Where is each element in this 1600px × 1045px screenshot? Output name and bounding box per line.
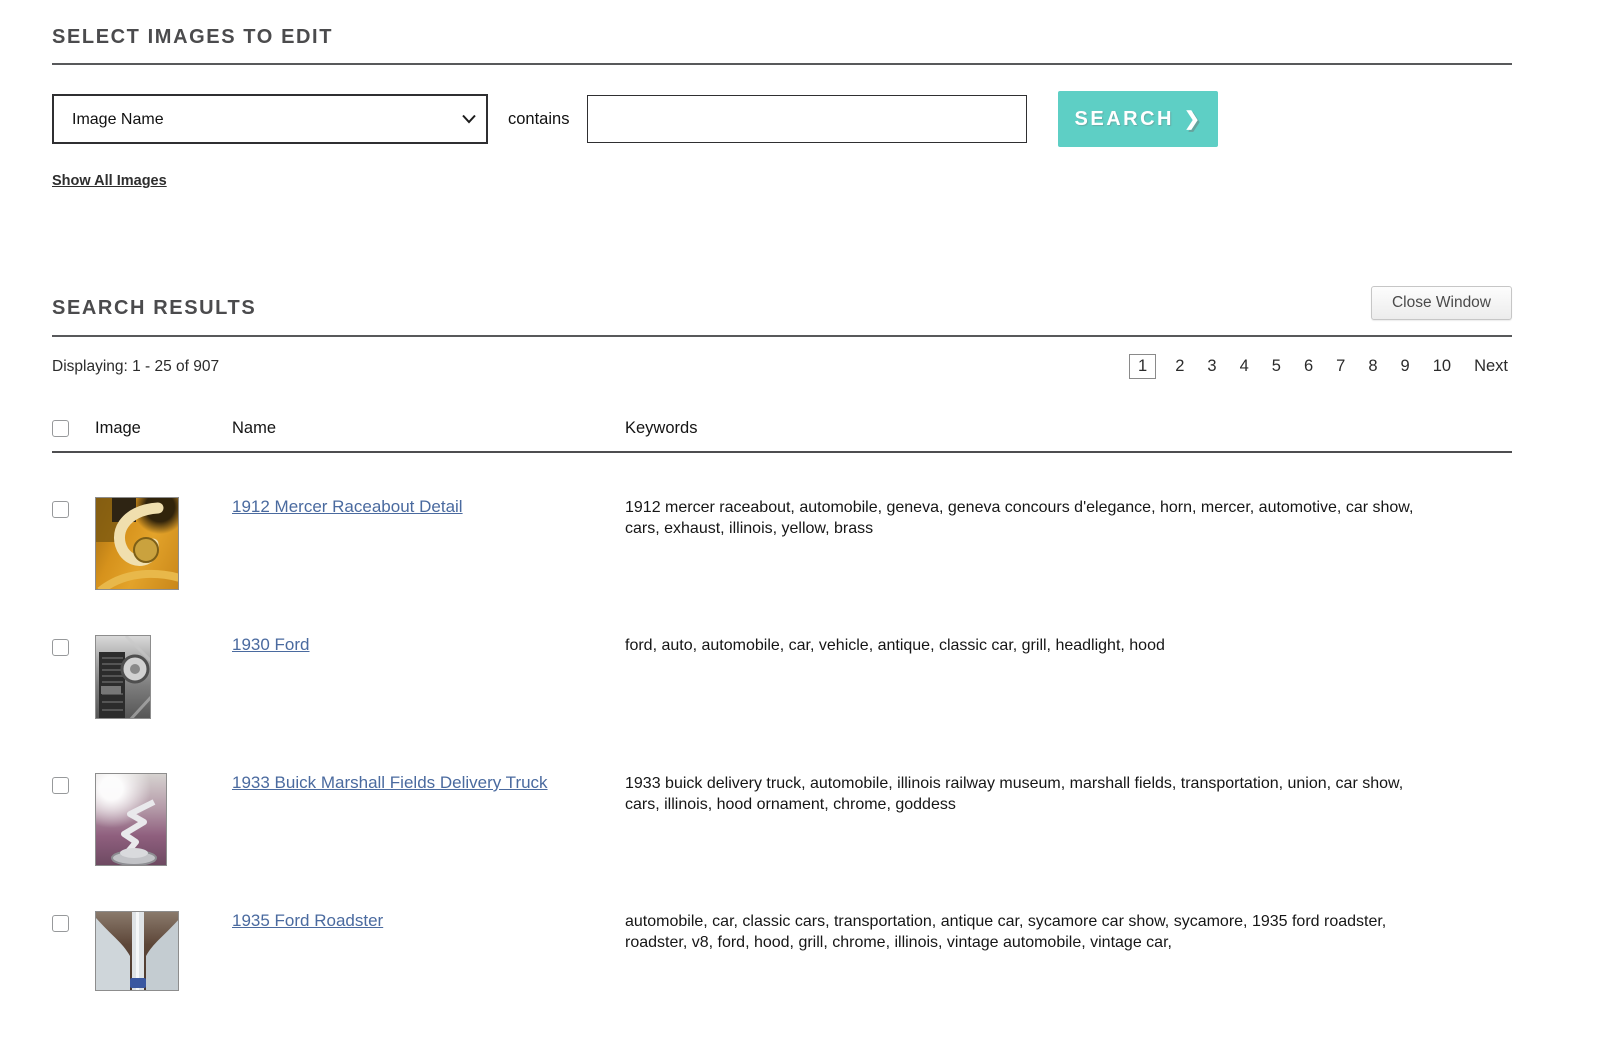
- table-header-row: [52, 419, 1512, 453]
- thumbnail-image[interactable]: [95, 635, 151, 719]
- title-divider: [52, 63, 1512, 65]
- results-divider: [52, 335, 1512, 337]
- table-row: [52, 911, 1512, 1005]
- search-form: [52, 91, 1512, 147]
- results-meta: [52, 354, 1512, 379]
- page-button-1[interactable]: 1: [1129, 354, 1156, 379]
- results-header: [52, 286, 1512, 320]
- column-header-keywords: Keywords: [625, 419, 698, 437]
- thumbnail-image[interactable]: [95, 497, 179, 590]
- next-page-button[interactable]: Next: [1474, 357, 1508, 375]
- results-title: SEARCH RESULTS: [52, 297, 257, 319]
- search-arrow-icon: ❯: [1183, 108, 1203, 130]
- image-keywords: automobile, car, classic cars, transportation, antique car, sycamore car show, sycamore, 1935 ford roadster, roadster, v8, ford, hood, grill, chrome, illinois, vintage automobile, vintage car,: [625, 913, 1387, 952]
- image-name-link[interactable]: 1933 Buick Marshall Fields Delivery Truck: [232, 773, 548, 792]
- page-button-3[interactable]: 3: [1207, 357, 1217, 375]
- column-header-image: Image: [95, 419, 141, 437]
- page-button-6[interactable]: 6: [1303, 357, 1314, 375]
- show-all-images-link[interactable]: Show All Images: [52, 173, 167, 189]
- displaying-count: Displaying: 1 - 25 of 907: [52, 357, 220, 375]
- image-name-link[interactable]: 1935 Ford Roadster: [232, 911, 384, 930]
- table-row: [52, 497, 1512, 591]
- row-checkbox[interactable]: [52, 915, 69, 932]
- page-button-7[interactable]: 7: [1336, 357, 1346, 375]
- image-keywords: 1912 mercer raceabout, automobile, geneva, geneva concours d'elegance, horn, mercer, automotive, car show, cars, exhaust, illinois, yellow, brass: [625, 499, 1414, 538]
- page-button-8[interactable]: 8: [1368, 357, 1378, 375]
- close-window-button[interactable]: Close Window: [1371, 286, 1512, 320]
- image-keywords: ford, auto, automobile, car, vehicle, antique, classic car, grill, headlight, hood: [625, 637, 1165, 654]
- contains-label: contains: [508, 109, 570, 128]
- field-select-wrap: [52, 94, 488, 144]
- image-name-link[interactable]: 1912 Mercer Raceabout Detail: [232, 497, 463, 516]
- table-row: [52, 635, 1512, 729]
- row-checkbox[interactable]: [52, 777, 69, 794]
- search-button[interactable]: [1058, 91, 1218, 147]
- column-header-name: Name: [232, 419, 277, 437]
- image-keywords: 1933 buick delivery truck, automobile, illinois railway museum, marshall fields, transportation, union, car show, cars, illinois, hood ornament, chrome, goddess: [625, 775, 1404, 814]
- page-button-10[interactable]: 10: [1432, 357, 1452, 375]
- page-button-5[interactable]: 5: [1271, 357, 1281, 375]
- page-button-4[interactable]: 4: [1239, 357, 1249, 375]
- field-select[interactable]: [52, 94, 488, 144]
- row-checkbox[interactable]: [52, 639, 69, 656]
- select-all-checkbox[interactable]: [52, 420, 69, 437]
- pagination: [1129, 354, 1512, 379]
- page-button-2[interactable]: 2: [1175, 357, 1185, 375]
- search-input[interactable]: [587, 95, 1027, 143]
- thumbnail-image[interactable]: [95, 911, 179, 991]
- thumbnail-image[interactable]: [95, 773, 167, 866]
- image-name-link[interactable]: 1930 Ford: [232, 635, 310, 654]
- row-checkbox[interactable]: [52, 501, 69, 518]
- page-title: SELECT IMAGES TO EDIT: [52, 26, 334, 48]
- page-button-9[interactable]: 9: [1400, 357, 1410, 375]
- table-row: [52, 773, 1512, 867]
- search-button-label: SEARCH: [1074, 107, 1174, 130]
